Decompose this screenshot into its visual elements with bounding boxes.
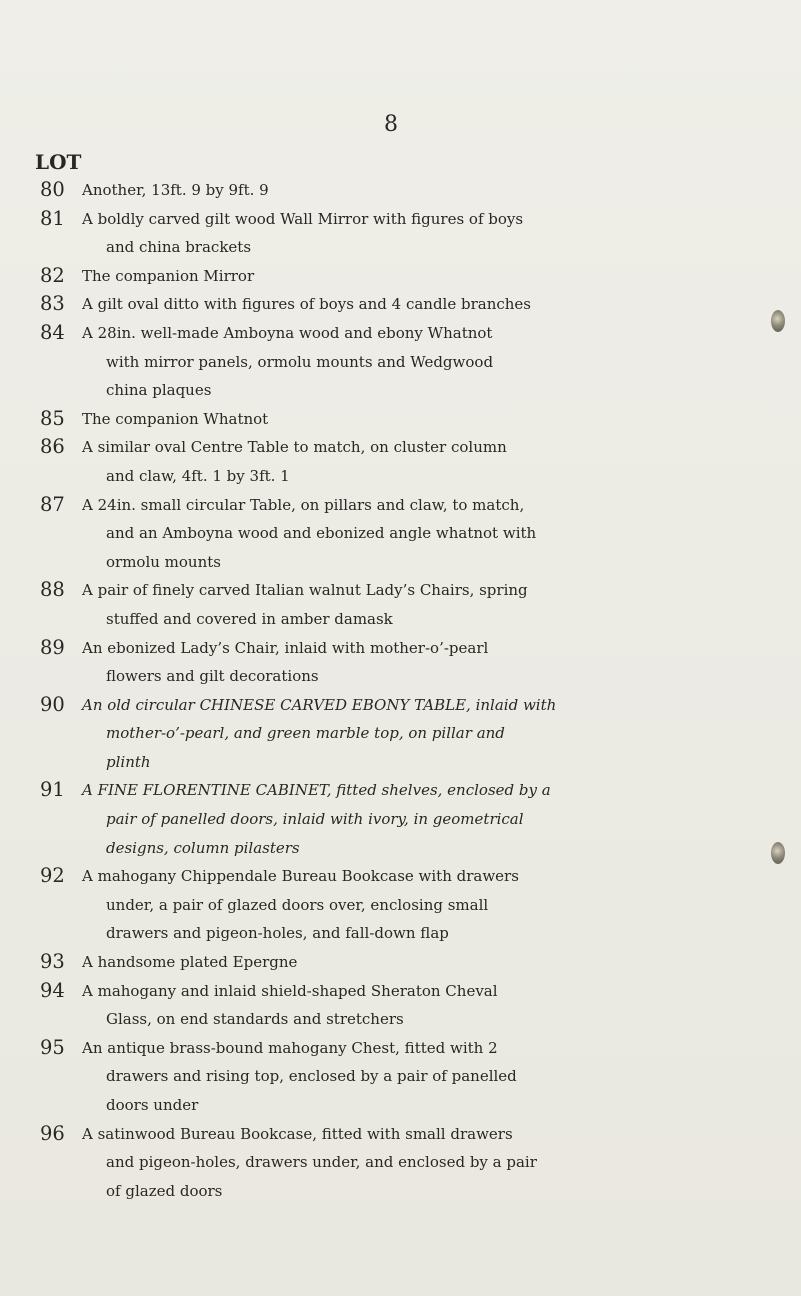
lot-entry: [40, 433, 800, 490]
lot-number: 88: [40, 578, 65, 602]
lot-description-line: with mirror panels, ormolu mounts and Wedgwood: [106, 352, 494, 371]
lot-number: 90: [40, 692, 65, 716]
lot-number: 95: [40, 1035, 65, 1059]
lot-entry: [40, 290, 800, 319]
lot-description-line: of glazed doors: [106, 1181, 223, 1200]
lot-number: 89: [40, 635, 65, 659]
lot-description-line: An antique brass-bound mahogany Chest, fitted with 2: [82, 1038, 498, 1057]
lot-column-header: LOT: [35, 150, 82, 174]
lot-description: [82, 176, 794, 205]
lot-entry: [40, 862, 800, 948]
lot-entry: [40, 977, 800, 1034]
lot-description: [82, 1034, 794, 1120]
lot-description-line: and china brackets: [106, 238, 252, 257]
lot-description: [82, 1120, 794, 1206]
lot-description-line: and pigeon-holes, drawers under, and enclosed by a pair: [106, 1153, 537, 1172]
binding-hole-mark: [771, 842, 785, 864]
lot-description-line: drawers and rising top, enclosed by a pair of panelled: [106, 1067, 517, 1086]
lot-number: 96: [40, 1121, 65, 1145]
lot-number: 85: [40, 406, 65, 430]
lot-description-line: A mahogany and inlaid shield-shaped Sheraton Cheval: [82, 981, 498, 1000]
lot-description: [82, 290, 794, 319]
lot-description-line: A FINE FLORENTINE CABINET, fitted shelves, enclosed by a: [82, 781, 551, 800]
lot-description: [82, 948, 794, 977]
lot-description-line: Glass, on end standards and stretchers: [106, 1010, 404, 1029]
lot-description-line: doors under: [106, 1096, 199, 1114]
lot-number: 92: [40, 864, 65, 888]
lot-description-line: A similar oval Centre Table to match, on cluster column: [82, 438, 507, 457]
lot-description: [82, 576, 794, 633]
lot-description-line: The companion Mirror: [82, 266, 255, 285]
lot-description-line: A handsome plated Epergne: [82, 953, 298, 972]
lot-description-line: plinth: [106, 752, 151, 771]
lot-description-line: Another, 13ft. 9 by 9ft. 9: [82, 181, 269, 199]
lot-description-line: designs, column pilasters: [106, 838, 300, 857]
lot-description: [82, 405, 794, 434]
lot-description-line: A mahogany Chippendale Bureau Bookcase with drawers: [82, 867, 519, 886]
lot-entry: [40, 691, 800, 777]
lot-description-line: The companion Whatnot: [82, 409, 269, 428]
lot-description-line: china plaques: [106, 381, 212, 400]
lot-description-line: stuffed and covered in amber damask: [106, 609, 393, 628]
lot-entry: [40, 176, 800, 205]
page-number: 8: [384, 112, 398, 137]
lot-number: 84: [40, 320, 65, 344]
lot-entry: [40, 948, 800, 977]
lot-description-line: and claw, 4ft. 1 by 3ft. 1: [106, 466, 290, 485]
lot-description-line: drawers and pigeon-holes, and fall-down flap: [106, 924, 449, 943]
lot-description-line: pair of panelled doors, inlaid with ivory, in geometrical: [106, 810, 524, 829]
lot-description-line: A satinwood Bureau Bookcase, fitted with small drawers: [82, 1124, 513, 1143]
lot-description: [82, 691, 794, 777]
lot-description: [82, 491, 794, 577]
lot-entry: [40, 776, 800, 862]
lot-description: [82, 977, 794, 1034]
lot-number: 81: [40, 206, 65, 230]
lot-description-line: A pair of finely carved Italian walnut Lady’s Chairs, spring: [82, 581, 528, 600]
lot-list: [40, 176, 800, 1205]
lot-number: 93: [40, 950, 65, 974]
lot-number: 94: [40, 978, 65, 1002]
lot-entry: [40, 1034, 800, 1120]
lot-description: [82, 205, 794, 262]
lot-entry: [40, 405, 800, 434]
lot-entry: [40, 491, 800, 577]
lot-description-line: An ebonized Lady’s Chair, inlaid with mother-o’-pearl: [82, 638, 489, 657]
lot-entry: [40, 576, 800, 633]
lot-description-line: A 24in. small circular Table, on pillars and claw, to match,: [82, 495, 525, 514]
lot-entry: [40, 1120, 800, 1206]
lot-number: 82: [40, 263, 65, 287]
lot-number: 83: [40, 292, 65, 316]
lot-description-line: A boldly carved gilt wood Wall Mirror with figures of boys: [82, 209, 524, 228]
lot-description-line: A 28in. well-made Amboyna wood and ebony Whatnot: [82, 323, 493, 342]
lot-number: 86: [40, 435, 65, 459]
lot-number: 91: [40, 778, 65, 802]
lot-number: 87: [40, 492, 65, 516]
lot-description-line: and an Amboyna wood and ebonized angle whatnot with: [106, 524, 537, 543]
lot-entry: [40, 205, 800, 262]
lot-description-line: flowers and gilt decorations: [106, 667, 319, 686]
lot-description-line: ormolu mounts: [106, 552, 221, 571]
lot-entry: [40, 262, 800, 291]
lot-description-line: An old circular CHINESE CARVED EBONY TABLE, inlaid with: [82, 695, 557, 714]
lot-description-line: under, a pair of glazed doors over, enclosing small: [106, 895, 489, 914]
lot-description-line: mother-o’-pearl, and green marble top, on pillar and: [106, 724, 505, 743]
lot-description: [82, 433, 794, 490]
lot-description: [82, 862, 794, 948]
lot-entry: [40, 634, 800, 691]
lot-description-line: A gilt oval ditto with figures of boys and 4 candle branches: [82, 295, 532, 314]
lot-number: 80: [40, 178, 65, 201]
lot-description: [82, 776, 794, 862]
lot-entry: [40, 319, 800, 405]
lot-description: [82, 319, 794, 405]
lot-description: [82, 634, 794, 691]
lot-description: [82, 262, 794, 291]
binding-hole-mark: [771, 310, 785, 332]
